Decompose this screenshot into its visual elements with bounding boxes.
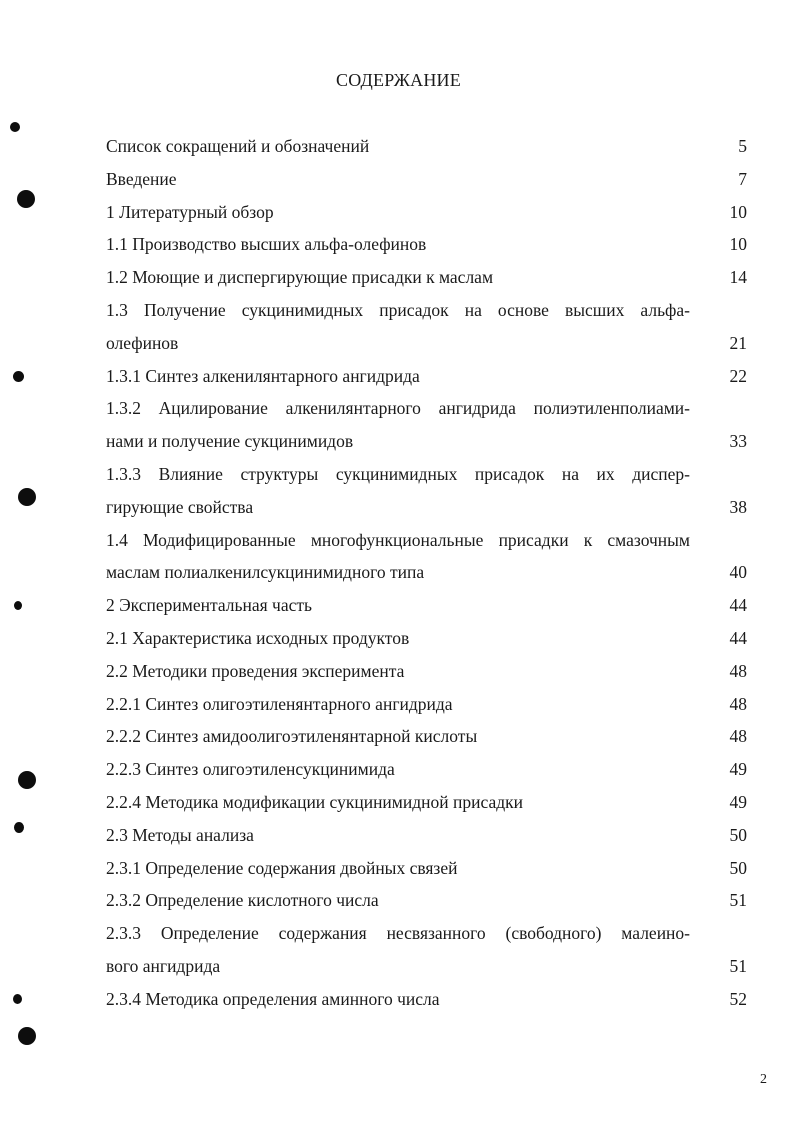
toc-entry-text: 2.2.4 Методика модификации сукцинимидной присадки (106, 792, 524, 812)
toc-entry-text: 2.2.3 Синтез олигоэтиленсукцинимида (106, 759, 395, 780)
toc-entry-text: 1.3.3 Влияние структуры сукцинимидных присадок на их диспер- (106, 464, 690, 484)
toc-entry-text: 1.3.1 Синтез алкенилянтарного ангидрида (106, 365, 420, 386)
toc-entry-page-number: 22 (729, 365, 747, 386)
toc-entry-text: 2.3.1 Определение содержания двойных связей (106, 857, 458, 878)
toc-entry-text: гирующие свойства (106, 496, 254, 517)
toc-entry-page-number: 48 (729, 660, 747, 681)
toc-entry-text: 2.3.4 Методика определения аминного числа (106, 988, 440, 1009)
toc-entry-text: 2.3 Методы анализа (106, 824, 254, 845)
toc-entry-page-number: 51 (729, 890, 747, 911)
punch-hole-mark (13, 994, 22, 1004)
toc-entry-text: 2.3.3 Определение содержания несвязанного (свободного) малеино- (106, 923, 690, 944)
toc-entry-page-number: 14 (729, 267, 747, 288)
toc-entry-text: 1.2 Моющие и диспергирующие присадки к маслам (106, 267, 494, 288)
toc-entry-page-number: 33 (729, 431, 747, 452)
toc-entry-page-number: 49 (729, 792, 747, 812)
toc-entry-text: 2.1 Характеристика исходных продуктов (106, 628, 410, 648)
punch-hole-mark (14, 601, 22, 610)
toc-entry-text: Введение (106, 168, 177, 189)
page-number: 2 (760, 1072, 767, 1087)
toc-entry-text: 1.1 Производство высших альфа-олефинов (106, 234, 427, 255)
toc-entry-page-number: 44 (729, 595, 747, 616)
toc-entry-page-number: 52 (729, 988, 747, 1009)
toc-entry-text: 2.2.2 Синтез амидоолигоэтиленянтарной кислоты (106, 726, 478, 747)
page-title: СОДЕРЖАНИЕ (336, 70, 461, 90)
toc-entry-page-number: 50 (729, 857, 747, 878)
punch-hole-mark (17, 190, 35, 208)
toc-entry-page-number: 48 (729, 726, 747, 747)
toc-entry-text: 1.3 Получение сукцинимидных присадок на основе высших альфа- (106, 300, 690, 320)
toc-entry-page-number: 49 (729, 759, 747, 780)
toc-entry-text: вого ангидрида (106, 956, 221, 976)
toc-entry-text: 1.3.2 Ацилирование алкенилянтарного ангидрида полиэтиленполиами- (106, 398, 690, 419)
toc-entry-page-number: 51 (729, 956, 747, 976)
punch-hole-mark (13, 371, 24, 382)
toc-entry-page-number: 5 (738, 136, 747, 156)
toc-entry-text: маслам полиалкенилсукцинимидного типа (106, 562, 425, 583)
toc-entry-page-number: 10 (729, 201, 747, 222)
punch-hole-mark (14, 822, 24, 833)
toc-entry-page-number: 48 (729, 693, 747, 714)
toc-entry-text: 1.4 Модифицированные многофункциональные присадки к смазочным (106, 529, 690, 550)
toc-entry-page-number: 10 (729, 234, 747, 255)
toc-entry-text: нами и получение сукцинимидов (106, 431, 354, 452)
toc-entry-text: 2.2 Методики проведения эксперимента (106, 660, 405, 681)
toc-entry-page-number: 40 (729, 562, 747, 583)
punch-hole-mark (18, 771, 36, 789)
toc-entry-text: олефинов (106, 332, 179, 353)
toc-entry-text: 2.2.1 Синтез олигоэтиленянтарного ангидрида (106, 693, 453, 714)
toc-entry-page-number: 44 (729, 628, 747, 648)
punch-hole-mark (10, 122, 20, 132)
toc-entry-page-number: 38 (729, 496, 747, 517)
punch-hole-mark (18, 488, 36, 506)
toc-entry-text: 2 Экспериментальная часть (106, 595, 312, 616)
toc-entry-text: 1 Литературный обзор (106, 201, 274, 222)
toc-entry-text: 2.3.2 Определение кислотного числа (106, 890, 379, 911)
punch-hole-mark (18, 1027, 36, 1045)
toc-entry-page-number: 50 (729, 824, 747, 845)
toc-entry-text: Список сокращений и обозначений (106, 136, 370, 156)
toc-entry-page-number: 7 (738, 168, 747, 189)
toc-entry-page-number: 21 (729, 332, 747, 353)
